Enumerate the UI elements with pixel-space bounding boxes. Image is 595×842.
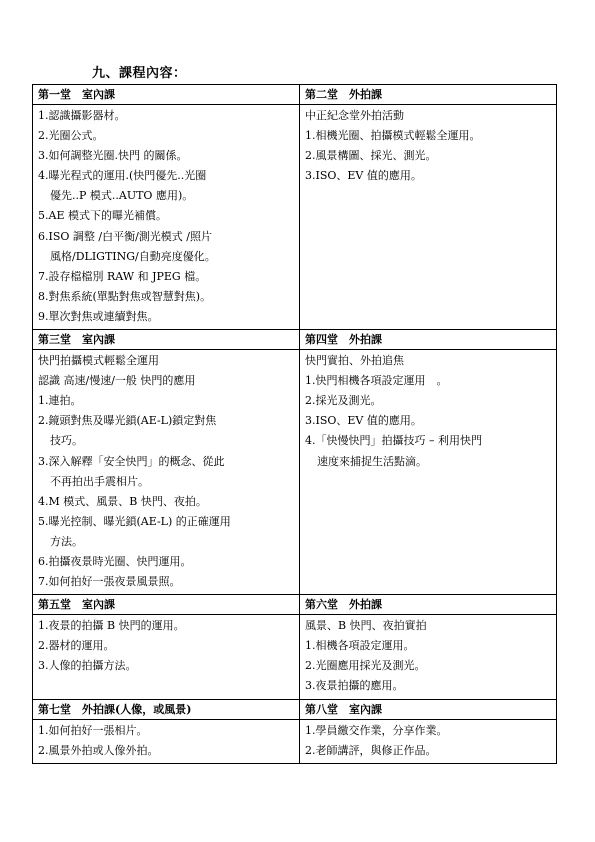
lesson-item: 3.夜景拍攝的應用。 (305, 679, 404, 693)
lesson-item: 1.認識攝影器材。 (38, 109, 126, 122)
lesson-item: 1.相機光圈、拍攝模式輕鬆全運用。 (305, 129, 481, 143)
lesson-header: 第四堂 外拍課 (300, 330, 557, 350)
lesson-item: 快門拍攝模式輕鬆全運用 (38, 354, 159, 368)
lesson-item: 2.光圈應用採光及測光。 (305, 659, 426, 673)
lesson-item: 2.光圈公式。 (38, 129, 104, 143)
lesson-content (300, 719, 557, 763)
lesson-item: 5.AE 模式下的曝光補償。 (38, 209, 167, 223)
lesson-item: 1.夜景的拍攝 B 快門的運用。 (38, 619, 185, 633)
lesson-content (300, 615, 557, 699)
lesson-content (33, 719, 300, 763)
lesson-item: 1.學員繳交作業，分享作業。 (305, 723, 448, 737)
lesson-item: 風景、B 快門、夜拍實拍 (305, 619, 427, 633)
lesson-header: 第二堂 外拍課 (300, 85, 557, 105)
lesson-item: 3.深入解釋「安全快門」的概念、從此 (38, 454, 225, 468)
lesson-content-row (33, 719, 557, 763)
lesson-item: 優先..P 模式..AUTO 應用)。 (50, 189, 194, 203)
lesson-header: 第五堂 室內課 (33, 595, 300, 615)
lesson-item: 快門實拍、外拍追焦 (305, 354, 404, 368)
section-heading: 九、課程內容： (92, 66, 187, 81)
lesson-header: 第一堂 室內課 (33, 85, 300, 105)
lesson-item: 8.對焦系統(單點對焦或智慧對焦)。 (38, 289, 212, 303)
lesson-item: 1.相機各項設定運用。 (305, 639, 415, 653)
lesson-header-row (33, 85, 557, 105)
lesson-item: 1.快門相機各項設定運用 。 (305, 374, 448, 388)
lesson-item: 7.如何拍好一張夜景風景照。 (38, 575, 181, 589)
lesson-content-row (33, 350, 557, 595)
lesson-item: 4.M 模式、風景、B 快門、夜拍。 (38, 494, 207, 508)
lesson-item: 6.ISO 調整 /白平衡/測光模式 /照片 (38, 229, 213, 243)
lesson-header-row (33, 699, 557, 719)
lesson-item: 6.拍攝夜景時光圈、快門運用。 (38, 554, 192, 568)
lesson-item: 中正紀念堂外拍活動 (305, 109, 404, 122)
lesson-item: 3.ISO、EV 值的應用。 (305, 169, 422, 183)
lesson-item: 4.「快慢快門」拍攝技巧 – 利用快門 (305, 434, 482, 448)
lesson-item: 3.人像的拍攝方法。 (38, 659, 137, 673)
course-table-body (33, 85, 557, 764)
lesson-item: 2.鏡頭對焦及曝光鎖(AE-L)鎖定對焦 (38, 414, 217, 428)
lesson-header: 第八堂 室內課 (300, 699, 557, 719)
course-table (32, 84, 557, 764)
lesson-content (33, 615, 300, 699)
lesson-content (33, 105, 300, 330)
lesson-item: 技巧。 (50, 434, 83, 448)
lesson-item: 2.風景構圖、採光、測光。 (305, 149, 437, 163)
lesson-item: 不再拍出手震相片。 (50, 474, 149, 488)
lesson-header: 第六堂 外拍課 (300, 595, 557, 615)
lesson-content (300, 105, 557, 330)
lesson-item: 2.老師講評，與修正作品。 (305, 743, 437, 757)
lesson-item: 認識 高速/慢速/一般 快門的應用 (38, 374, 196, 388)
lesson-header-row (33, 330, 557, 350)
lesson-item: 4.曝光程式的運用.(快門優先..光圈 (38, 169, 207, 183)
lesson-content-row (33, 105, 557, 330)
lesson-item: 7.設存檔檔別 RAW 和 JPEG 檔。 (38, 269, 207, 283)
lesson-item: 3.如何調整光圈.快門 的關係。 (38, 149, 188, 163)
lesson-item: 2.採光及測光。 (305, 394, 382, 408)
lesson-header: 第三堂 室內課 (33, 330, 300, 350)
lesson-item: 風格/DLIGTING/自動亮度優化。 (50, 249, 216, 263)
lesson-item: 1.連拍。 (38, 394, 82, 408)
lesson-header-row (33, 595, 557, 615)
lesson-item: 2.器材的運用。 (38, 639, 115, 653)
lesson-item: 方法。 (50, 534, 83, 548)
lesson-item: 2.風景外拍或人像外拍。 (38, 743, 159, 757)
lesson-content (33, 350, 300, 595)
lesson-item: 9.單次對焦或連續對焦。 (38, 309, 159, 323)
lesson-content (300, 350, 557, 595)
lesson-header: 第七堂 外拍課(人像，或風景) (33, 699, 300, 719)
lesson-item: 速度來捕捉生活點滴。 (317, 454, 427, 468)
lesson-item: 3.ISO、EV 值的應用。 (305, 414, 422, 428)
lesson-content-row (33, 615, 557, 699)
lesson-item: 5.曝光控制、曝光鎖(AE-L) 的正確運用 (38, 514, 231, 528)
lesson-item: 1.如何拍好一張相片。 (38, 723, 148, 737)
